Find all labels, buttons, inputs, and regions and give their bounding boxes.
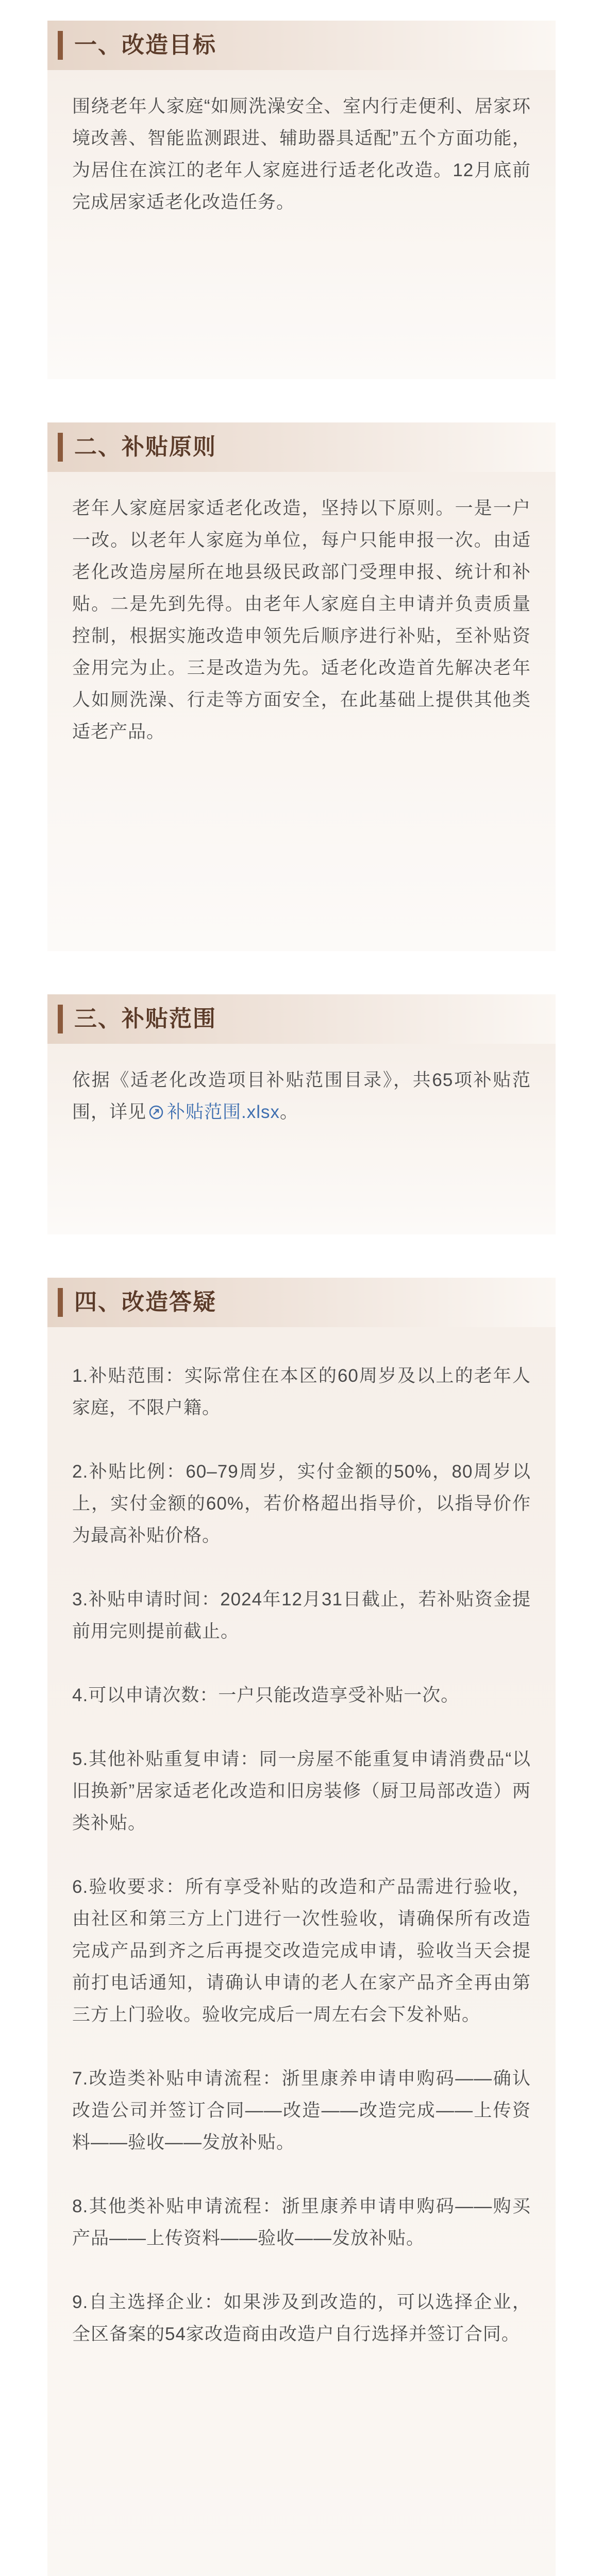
section-title: 一、改造目标 [74,32,216,58]
qa-item: 4.可以申请次数：一户只能改造享受补贴一次。 [72,1685,460,1705]
section-body-goal [47,70,556,379]
section-title: 四、改造答疑 [74,1290,216,1315]
scope-text: 依据《适老化改造项目补贴范围目录》，共65项补贴范围，详见 [72,1070,531,1122]
qa-item: 9.自主选择企业：如果涉及到改造的，可以选择企业，全区备案的54家改造商由改造户自行选择并签订合同。 [72,2292,531,2344]
section-header-principle [47,422,556,472]
section-body-qa [47,1327,556,2576]
paragraph [72,1064,531,1128]
paragraph: 围绕老年人家庭“如厕洗澡安全、室内行走便利、居家环境改善、智能监测跟进、辅助器具适配”五个方面功能，为居住在滨江的老年人家庭进行适老化改造。12月底前完成居家适老化改造任务。 [72,96,531,212]
link-icon [148,1105,164,1120]
paragraph: 老年人家庭居家适老化改造，坚持以下原则。一是一户一改。以老年人家庭为单位，每户只能申报一次。由适老化改造房屋所在地县级民政部门受理申报、统计和补贴。二是先到先得。由老年人家庭自主申请并负责质量控制，根据实施改造申领先后顺序进行补贴，至补贴资金用完为止。三是改造为先。适老化改造首先解决老年人如厕洗澡、行走等方面安全，在此基础上提供其他类适老产品。 [72,498,531,742]
qa-item: 8.其他类补贴申请流程：浙里康养申请申购码——购买产品——上传资料——验收——发放补贴。 [72,2196,531,2248]
section-header-scope [47,994,556,1044]
section-marker [58,1005,63,1033]
section-body-principle [47,472,556,951]
qa-item: 7.改造类补贴申请流程：浙里康养申请申购码——确认改造公司并签订合同——改造——改造完成——上传资料——验收——发放补贴。 [72,2069,531,2153]
section-header-qa [47,1278,556,1327]
section-title: 二、补贴原则 [74,434,216,460]
section-marker [58,31,63,60]
qa-item: 6.验收要求：所有享受补贴的改造和产品需进行验收，由社区和第三方上门进行一次性验收，请确保所有改造完成产品到齐之后再提交改造完成申请，验收当天会提前打电话通知，请确认申请的老人在家产品齐全再由第三方上门验收。验收完成后一周左右会下发补贴。 [72,1877,531,2025]
qa-item: 1.补贴范围：实际常住在本区的60周岁及以上的老年人家庭，不限户籍。 [72,1366,531,1418]
section-marker [58,433,63,462]
qa-item: 3.补贴申请时间：2024年12月31日截止，若补贴资金提前用完则提前截止。 [72,1589,531,1641]
qa-item: 2.补贴比例：60–79周岁，实付金额的50%，80周岁以上，实付金额的60%，若价格超出指导价，以指导价作为最高补贴价格。 [72,1462,531,1546]
scope-text-end: 。 [280,1102,299,1122]
qa-item: 5.其他补贴重复申请：同一房屋不能重复申请消费品“以旧换新”居家适老化改造和旧房装修（厨卫局部改造）两类补贴。 [72,1749,531,1833]
section-marker [58,1288,63,1317]
section-header-goal [47,21,556,70]
section-body-scope [47,1044,556,1234]
attachment-link[interactable]: 补贴范围.xlsx [167,1102,280,1122]
section-title: 三、补贴范围 [74,1006,216,1031]
